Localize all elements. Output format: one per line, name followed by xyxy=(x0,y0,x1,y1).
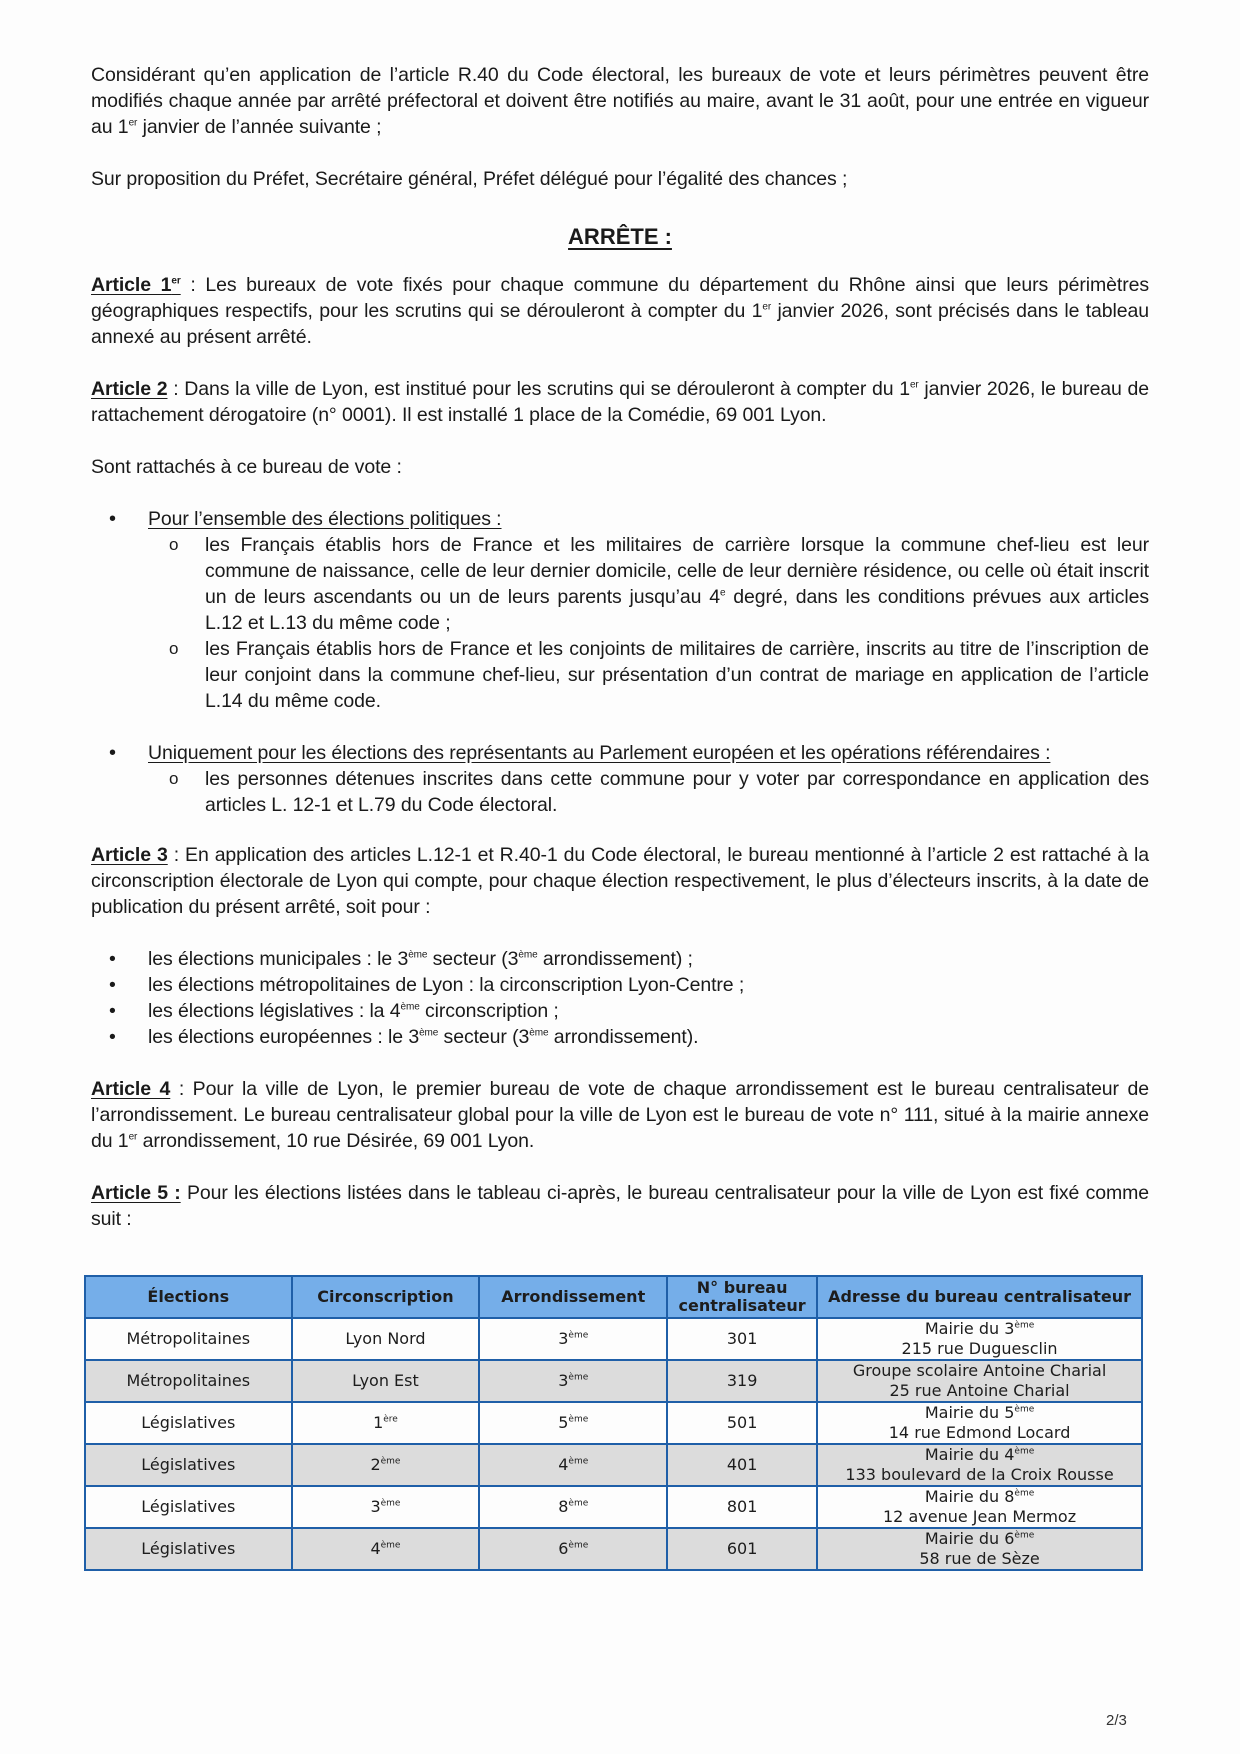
col-header-circonscription: Circonscription xyxy=(292,1276,480,1318)
page-number: 2/3 xyxy=(1106,1712,1127,1729)
addr-line-2: 25 rue Antoine Charial xyxy=(889,1381,1070,1400)
item-text: degré, dans les conditions prévues aux articles L.12 et L.13 du même code ; xyxy=(205,586,1149,634)
item-text: les élections municipales : le 3 xyxy=(148,948,409,970)
considerant-text: Considérant qu’en application de l’article R.40 du Code électoral, les bureaux de vote et leurs périmètres peuvent être modifiés chaque année par arrêté préfectoral et doivent être notifiés au maire, avant le 31 août, pour une entrée en vigueur au 1 xyxy=(91,64,1149,138)
cell-addr xyxy=(817,1360,1142,1402)
cell-text: 2 xyxy=(370,1455,381,1474)
cell-num: 301 xyxy=(667,1318,817,1360)
superscript: ème xyxy=(568,1330,589,1341)
group-item xyxy=(91,506,1149,714)
cell-election: Métropolitaines xyxy=(85,1360,292,1402)
cell-addr xyxy=(817,1444,1142,1486)
cell-text: Lyon Nord xyxy=(345,1329,426,1348)
cell-election: Législatives xyxy=(85,1402,292,1444)
superscript: ème xyxy=(568,1414,589,1425)
article-2 xyxy=(91,376,1149,428)
addr-line-2: 14 rue Edmond Locard xyxy=(888,1423,1071,1442)
superscript: ème xyxy=(380,1456,401,1467)
superscript: ème xyxy=(380,1540,401,1551)
article-1-label xyxy=(91,274,181,296)
considerant-text-end: janvier de l’année suivante ; xyxy=(137,116,382,138)
col-header-num-bureau: N° bureau centralisateur xyxy=(667,1276,817,1318)
superscript: ème xyxy=(1014,1404,1035,1415)
cell-text: 3 xyxy=(370,1497,381,1516)
addr-line-2: 133 boulevard de la Croix Rousse xyxy=(845,1465,1114,1484)
article-4-label: Article 4 xyxy=(91,1078,171,1100)
cell-arr xyxy=(479,1486,667,1528)
cell-circ xyxy=(292,1486,480,1528)
sublist-item xyxy=(148,766,1149,818)
election-list-item xyxy=(91,946,1149,972)
article-2-label: Article 2 xyxy=(91,378,168,400)
group-item xyxy=(91,740,1149,818)
col-header-adresse: Adresse du bureau centralisateur xyxy=(817,1276,1142,1318)
cell-text: 3 xyxy=(558,1371,569,1390)
addr-line-1: Mairie du 8 xyxy=(924,1487,1015,1506)
election-list-item xyxy=(91,972,1149,998)
article-4 xyxy=(91,1076,1149,1154)
table-row xyxy=(85,1444,1142,1486)
group-heading: Pour l’ensemble des élections politiques : xyxy=(148,508,502,530)
table-row xyxy=(85,1402,1142,1444)
election-list-item xyxy=(91,1024,1149,1050)
cell-election: Législatives xyxy=(85,1528,292,1570)
superscript: e xyxy=(719,587,726,599)
cell-arr xyxy=(479,1528,667,1570)
group-heading: Uniquement pour les élections des représentants au Parlement européen et les opérations référendaires : xyxy=(148,742,1051,764)
article-text: : Les bureaux de vote fixés pour chaque commune du département du Rhône ainsi que leurs périmètres géographiques respectifs, pour les scrutins qui se dérouleront à compter du 1 xyxy=(91,274,1149,322)
superscript: ème xyxy=(419,1027,439,1039)
item-text: les élections législatives : la 4 xyxy=(148,1000,401,1022)
article-2-intro: Sont rattachés à ce bureau de vote : xyxy=(91,456,402,478)
superscript: er xyxy=(128,1131,138,1143)
table-row xyxy=(85,1360,1142,1402)
sublist-item xyxy=(148,636,1149,714)
superscript: er xyxy=(909,379,919,391)
centralisateur-table xyxy=(84,1275,1143,1571)
sublist-item xyxy=(148,532,1149,636)
cell-num: 501 xyxy=(667,1402,817,1444)
cell-arr xyxy=(479,1444,667,1486)
cell-addr xyxy=(817,1528,1142,1570)
addr-line-1: Groupe scolaire Antoine Charial xyxy=(852,1361,1107,1380)
article-1 xyxy=(91,272,1149,350)
article-text: Pour les élections listées dans le tableau ci-après, le bureau centralisateur pour la ville de Lyon est fixé comme suit : xyxy=(91,1182,1149,1230)
addr-line-1: Mairie du 4 xyxy=(924,1445,1015,1464)
table-header-row xyxy=(85,1276,1142,1318)
item-text: circonscription ; xyxy=(419,1000,559,1022)
superscript: er xyxy=(762,301,772,313)
item-text: secteur (3 xyxy=(438,1026,530,1048)
cell-num: 801 xyxy=(667,1486,817,1528)
item-text: les élections européennes : le 3 xyxy=(148,1026,420,1048)
cell-arr xyxy=(479,1402,667,1444)
superscript: er xyxy=(128,117,138,129)
group-sublist xyxy=(148,766,1149,818)
article-text: : Dans la ville de Lyon, est institué pour les scrutins qui se dérouleront à compter du 1 xyxy=(167,378,910,400)
article-label-text: Article 1 xyxy=(91,274,172,296)
table-row xyxy=(85,1318,1142,1360)
considerant-paragraph xyxy=(91,62,1149,140)
cell-text: Lyon Est xyxy=(352,1371,419,1390)
article-text: : En application des articles L.12-1 et R.40-1 du Code électoral, le bureau mentionné à l’article 2 est rattaché à la circonscription électorale de Lyon qui compte, pour chaque élection respectivement, le plus d’électeurs inscrits, à la date de publication du présent arrêté, soit pour : xyxy=(91,844,1149,918)
superscript: ème xyxy=(568,1498,589,1509)
cell-arr xyxy=(479,1360,667,1402)
cell-circ xyxy=(292,1528,480,1570)
cell-text: 5 xyxy=(558,1413,569,1432)
attachment-groups xyxy=(91,506,1149,818)
addr-line-1: Mairie du 6 xyxy=(924,1529,1015,1548)
superscript: ème xyxy=(408,949,428,961)
cell-text: 4 xyxy=(558,1455,569,1474)
cell-num: 319 xyxy=(667,1360,817,1402)
superscript: ème xyxy=(568,1372,589,1383)
cell-circ xyxy=(292,1444,480,1486)
article-text: janvier 2026, sont précisés dans le tableau annexé au présent arrêté. xyxy=(91,300,1150,348)
articles-body xyxy=(91,272,1149,1232)
col-header-arrondissement: Arrondissement xyxy=(479,1276,667,1318)
cell-num: 401 xyxy=(667,1444,817,1486)
superscript: ème xyxy=(568,1456,589,1467)
item-text: les Français établis hors de France et les militaires de carrière lorsque la commune chef-lieu est leur commune de naissance, celle de leur dernier domicile, celle de leur dernière résidence, ou celle où était inscrit un de leurs ascendants ou un de leurs parents jusqu’au 4 xyxy=(205,534,1149,608)
election-list xyxy=(91,946,1149,1050)
cell-text: 4 xyxy=(370,1539,381,1558)
article-3 xyxy=(91,842,1149,920)
table-row xyxy=(85,1486,1142,1528)
col-header-elections: Élections xyxy=(85,1276,292,1318)
article-5 xyxy=(91,1180,1149,1232)
superscript: ème xyxy=(568,1540,589,1551)
superscript: ème xyxy=(529,1027,549,1039)
superscript: ème xyxy=(1014,1320,1035,1331)
decree-title: ARRÊTE : xyxy=(568,224,672,249)
cell-text: 1 xyxy=(373,1413,384,1432)
addr-line-2: 58 rue de Sèze xyxy=(919,1549,1040,1568)
preamble xyxy=(91,62,1149,192)
article-text: arrondissement, 10 rue Désirée, 69 001 Lyon. xyxy=(137,1130,535,1152)
cell-text: 3 xyxy=(558,1329,569,1348)
superscript: ère xyxy=(383,1414,398,1425)
cell-election: Métropolitaines xyxy=(85,1318,292,1360)
cell-circ xyxy=(292,1402,480,1444)
item-text: arrondissement). xyxy=(548,1026,699,1048)
group-sublist xyxy=(148,532,1149,714)
article-text: janvier 2026, le bureau de rattachement dérogatoire (n° 0001). Il est installé 1 place de la Comédie, 69 001 Lyon. xyxy=(91,378,1149,426)
cell-addr xyxy=(817,1318,1142,1360)
cell-num: 601 xyxy=(667,1528,817,1570)
superscript: ème xyxy=(400,1001,420,1013)
item-text: arrondissement) ; xyxy=(537,948,693,970)
superscript: ème xyxy=(380,1498,401,1509)
item-text: les élections métropolitaines de Lyon : la circonscription Lyon-Centre ; xyxy=(148,974,745,996)
superscript: ème xyxy=(1014,1488,1035,1499)
addr-line-1: Mairie du 5 xyxy=(924,1403,1015,1422)
item-text: les Français établis hors de France et les conjoints de militaires de carrière, inscrits au titre de l’inscription de leur conjoint dans la commune chef-lieu, sur présentation d’un contrat de mariage en application de l’article L.14 du même code. xyxy=(205,638,1149,712)
addr-line-2: 215 rue Duguesclin xyxy=(901,1339,1058,1358)
cell-election: Législatives xyxy=(85,1486,292,1528)
cell-arr xyxy=(479,1318,667,1360)
addr-line-1: Mairie du 3 xyxy=(924,1319,1015,1338)
article-3-label: Article 3 xyxy=(91,844,168,866)
superscript: ème xyxy=(518,949,538,961)
cell-addr xyxy=(817,1486,1142,1528)
article-text: : Pour la ville de Lyon, le premier bureau de vote de chaque arrondissement est le bureau centralisateur de l’arrondissement. Le bureau centralisateur global pour la ville de Lyon est le bureau de vote n° 111, situé à la mairie annexe du 1 xyxy=(91,1078,1149,1152)
cell-election: Législatives xyxy=(85,1444,292,1486)
addr-line-2: 12 avenue Jean Mermoz xyxy=(883,1507,1077,1526)
cell-text: 6 xyxy=(558,1539,569,1558)
superscript: ème xyxy=(1014,1446,1035,1457)
cell-circ xyxy=(292,1318,480,1360)
cell-text: 8 xyxy=(558,1497,569,1516)
item-text: les personnes détenues inscrites dans cette commune pour y voter par correspondance en application des articles L. 12-1 et L.79 du Code électoral. xyxy=(205,768,1149,816)
election-list-item xyxy=(91,998,1149,1024)
cell-circ xyxy=(292,1360,480,1402)
superscript: er xyxy=(171,275,181,287)
table-row xyxy=(85,1528,1142,1570)
item-text: secteur (3 xyxy=(427,948,519,970)
proposition-paragraph: Sur proposition du Préfet, Secrétaire général, Préfet délégué pour l’égalité des chances ; xyxy=(91,168,848,190)
article-5-label: Article 5 : xyxy=(91,1182,181,1204)
cell-addr xyxy=(817,1402,1142,1444)
superscript: ème xyxy=(1014,1530,1035,1541)
